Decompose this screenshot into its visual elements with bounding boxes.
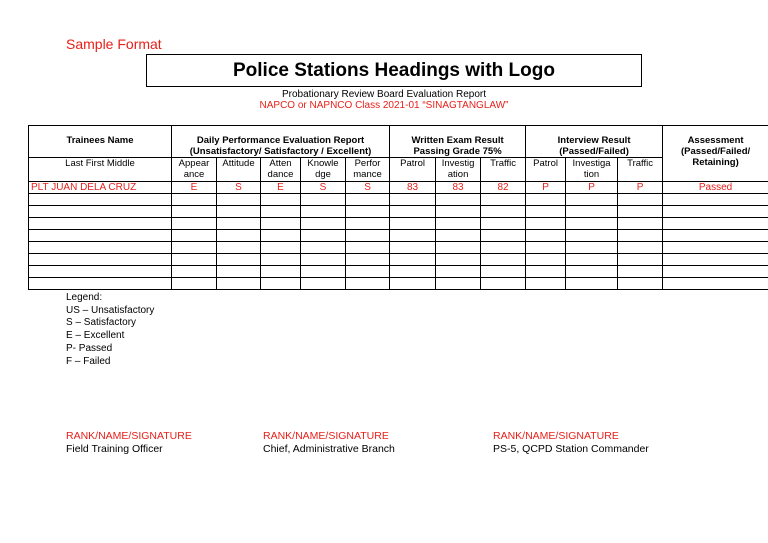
empty-cell <box>217 218 261 230</box>
empty-cell <box>663 194 768 206</box>
empty-cell <box>346 206 390 218</box>
empty-cell <box>481 266 526 278</box>
assessment-cell: Passed <box>663 182 768 194</box>
empty-cell <box>29 242 172 254</box>
empty-cell <box>172 206 217 218</box>
assessment-title: Assessment <box>687 135 744 146</box>
written-investigation-header <box>436 158 481 182</box>
empty-cell <box>481 218 526 230</box>
empty-cell <box>618 278 663 290</box>
written-exam-header <box>390 126 526 158</box>
empty-cell <box>346 230 390 242</box>
empty-cell <box>301 266 346 278</box>
empty-cell <box>618 254 663 266</box>
empty-cell <box>172 266 217 278</box>
interview-traffic-header: Traffic <box>618 158 663 182</box>
empty-cell <box>172 230 217 242</box>
empty-cell <box>29 266 172 278</box>
empty-table-row <box>29 206 768 218</box>
interview-traffic-cell: P <box>618 182 663 194</box>
evaluation-table <box>28 125 768 290</box>
attitude-header: Attitude <box>217 158 261 182</box>
written-patrol-header: Patrol <box>390 158 436 182</box>
empty-cell <box>526 218 566 230</box>
interview-patrol-cell: P <box>526 182 566 194</box>
written-investigation-header-l1: Investig <box>441 158 475 169</box>
empty-cell <box>172 218 217 230</box>
empty-cell <box>217 242 261 254</box>
empty-cell <box>261 206 301 218</box>
empty-cell <box>261 278 301 290</box>
empty-cell <box>301 242 346 254</box>
signature-position: Chief, Administrative Branch <box>263 443 395 455</box>
empty-cell <box>436 266 481 278</box>
empty-cell <box>390 206 436 218</box>
empty-cell <box>301 218 346 230</box>
daily-performance-header <box>172 126 390 158</box>
empty-cell <box>436 194 481 206</box>
class-line: NAPCO or NAPNCO Class 2021-01 “SINAGTANGLAW” <box>259 100 509 111</box>
empty-cell <box>436 278 481 290</box>
attendance-header-l1: Atten <box>269 158 292 169</box>
performance-header-l2: mance <box>353 169 382 180</box>
empty-cell <box>29 206 172 218</box>
passing-grade: Passing Grade 75% <box>413 146 502 157</box>
assessment-header <box>663 126 768 182</box>
empty-cell <box>172 278 217 290</box>
knowledge-header-l2: dge <box>315 169 331 180</box>
legend-item: P- Passed <box>66 342 113 354</box>
empty-cell <box>346 194 390 206</box>
attendance-header <box>261 158 301 182</box>
empty-cell <box>663 206 768 218</box>
empty-cell <box>618 218 663 230</box>
empty-cell <box>346 266 390 278</box>
interview-result-title: Interview Result <box>557 135 631 146</box>
empty-cell <box>346 254 390 266</box>
empty-cell <box>481 230 526 242</box>
main-heading: Police Stations Headings with Logo <box>146 54 642 87</box>
empty-cell <box>481 254 526 266</box>
written-investigation-header-l2: ation <box>447 169 469 180</box>
report-subtitle: Probationary Review Board Evaluation Report <box>282 89 486 100</box>
empty-cell <box>436 206 481 218</box>
empty-cell <box>172 254 217 266</box>
empty-cell <box>526 254 566 266</box>
empty-cell <box>172 242 217 254</box>
empty-table-row <box>29 254 768 266</box>
empty-cell <box>526 206 566 218</box>
signature-block-station-commander <box>493 430 649 456</box>
empty-cell <box>526 266 566 278</box>
empty-cell <box>390 218 436 230</box>
empty-cell <box>346 242 390 254</box>
written-patrol-cell: 83 <box>390 182 436 194</box>
performance-cell: S <box>346 182 390 194</box>
empty-cell <box>261 218 301 230</box>
empty-cell <box>217 206 261 218</box>
empty-cell <box>663 254 768 266</box>
performance-header-l1: Perfor <box>354 158 381 169</box>
interview-result-header <box>526 126 663 158</box>
interview-result-scale: (Passed/Failed) <box>559 146 629 157</box>
interview-investigation-header <box>566 158 618 182</box>
empty-cell <box>481 194 526 206</box>
legend-item: E – Excellent <box>66 330 125 342</box>
legend-title: Legend: <box>66 292 103 303</box>
legend-item: US – Unsatisfactory <box>66 304 155 316</box>
empty-cell <box>481 278 526 290</box>
empty-cell <box>526 278 566 290</box>
empty-cell <box>566 206 618 218</box>
empty-cell <box>566 242 618 254</box>
written-exam-title: Written Exam Result <box>411 135 504 146</box>
empty-cell <box>663 278 768 290</box>
legend <box>66 292 154 368</box>
signature-block-field-training-officer <box>66 430 192 456</box>
empty-cell <box>526 230 566 242</box>
empty-cell <box>29 218 172 230</box>
interview-patrol-header: Patrol <box>526 158 566 182</box>
empty-cell <box>618 194 663 206</box>
sub-header-row <box>29 158 768 182</box>
empty-cell <box>217 266 261 278</box>
group-header-row <box>29 126 768 158</box>
empty-cell <box>663 218 768 230</box>
empty-cell <box>217 254 261 266</box>
empty-table-row <box>29 218 768 230</box>
empty-cell <box>481 206 526 218</box>
daily-performance-title: Daily Performance Evaluation Report <box>196 135 365 146</box>
empty-cell <box>566 278 618 290</box>
empty-cell <box>390 230 436 242</box>
written-traffic-cell: 82 <box>481 182 526 194</box>
empty-cell <box>301 254 346 266</box>
empty-cell <box>526 242 566 254</box>
empty-cell <box>261 194 301 206</box>
trainees-name-header: Trainees Name <box>29 126 172 158</box>
empty-cell <box>29 230 172 242</box>
assessment-scale-1: (Passed/Failed/ <box>680 146 751 157</box>
written-investigation-cell: 83 <box>436 182 481 194</box>
attendance-header-l2: dance <box>267 169 294 180</box>
signature-block-chief-admin <box>263 430 395 456</box>
written-traffic-header: Traffic <box>481 158 526 182</box>
knowledge-header-l1: Knowle <box>307 158 339 169</box>
empty-cell <box>217 194 261 206</box>
empty-cell <box>301 194 346 206</box>
empty-cell <box>526 194 566 206</box>
empty-cell <box>436 218 481 230</box>
empty-cell <box>261 242 301 254</box>
empty-cell <box>29 254 172 266</box>
empty-cell <box>481 242 526 254</box>
empty-cell <box>390 242 436 254</box>
empty-cell <box>261 254 301 266</box>
empty-cell <box>346 218 390 230</box>
empty-cell <box>301 206 346 218</box>
empty-cell <box>390 266 436 278</box>
empty-table-row <box>29 194 768 206</box>
interview-investigation-header-l2: tion <box>583 169 600 180</box>
assessment-scale-2: Retaining) <box>692 157 739 168</box>
empty-cell <box>618 206 663 218</box>
daily-performance-scale: (Unsatisfactory/ Satisfactory / Excellent) <box>189 146 372 157</box>
legend-item: S – Satisfactory <box>66 317 137 329</box>
empty-cell <box>566 194 618 206</box>
empty-cell <box>390 194 436 206</box>
empty-cell <box>663 242 768 254</box>
performance-header <box>346 158 390 182</box>
empty-cell <box>390 254 436 266</box>
knowledge-cell: S <box>301 182 346 194</box>
trainee-name-cell: PLT JUAN DELA CRUZ <box>29 182 172 194</box>
empty-cell <box>566 230 618 242</box>
empty-cell <box>301 278 346 290</box>
empty-cell <box>261 230 301 242</box>
signature-rank-line: RANK/NAME/SIGNATURE <box>493 430 619 442</box>
empty-table-row <box>29 242 768 254</box>
empty-cell <box>663 266 768 278</box>
empty-cell <box>566 254 618 266</box>
appearance-header-l1: Appear <box>178 158 210 169</box>
empty-cell <box>261 266 301 278</box>
empty-table-row <box>29 278 768 290</box>
interview-investigation-cell: P <box>566 182 618 194</box>
signature-rank-line: RANK/NAME/SIGNATURE <box>263 430 389 442</box>
empty-cell <box>172 194 217 206</box>
empty-cell <box>390 278 436 290</box>
empty-cell <box>566 218 618 230</box>
empty-cell <box>618 242 663 254</box>
empty-table-row <box>29 266 768 278</box>
name-order-header: Last First Middle <box>29 158 172 182</box>
empty-cell <box>29 194 172 206</box>
table-row <box>29 182 768 194</box>
signature-rank-line: RANK/NAME/SIGNATURE <box>66 430 192 442</box>
signature-position: Field Training Officer <box>66 443 163 455</box>
sample-format-label: Sample Format <box>66 36 162 52</box>
appearance-cell: E <box>172 182 217 194</box>
interview-investigation-header-l1: Investiga <box>572 158 611 169</box>
empty-cell <box>618 266 663 278</box>
empty-table-row <box>29 230 768 242</box>
empty-cell <box>436 230 481 242</box>
legend-item: F – Failed <box>66 355 111 367</box>
signature-position: PS-5, QCPD Station Commander <box>493 443 649 455</box>
empty-cell <box>618 230 663 242</box>
empty-cell <box>29 278 172 290</box>
empty-cell <box>436 242 481 254</box>
empty-cell <box>301 230 346 242</box>
empty-cell <box>566 266 618 278</box>
attitude-cell: S <box>217 182 261 194</box>
empty-cell <box>217 230 261 242</box>
empty-cell <box>663 230 768 242</box>
empty-cell <box>436 254 481 266</box>
appearance-header-l2: ance <box>183 169 205 180</box>
appearance-header <box>172 158 217 182</box>
attendance-cell: E <box>261 182 301 194</box>
empty-cell <box>217 278 261 290</box>
empty-cell <box>346 278 390 290</box>
knowledge-header <box>301 158 346 182</box>
